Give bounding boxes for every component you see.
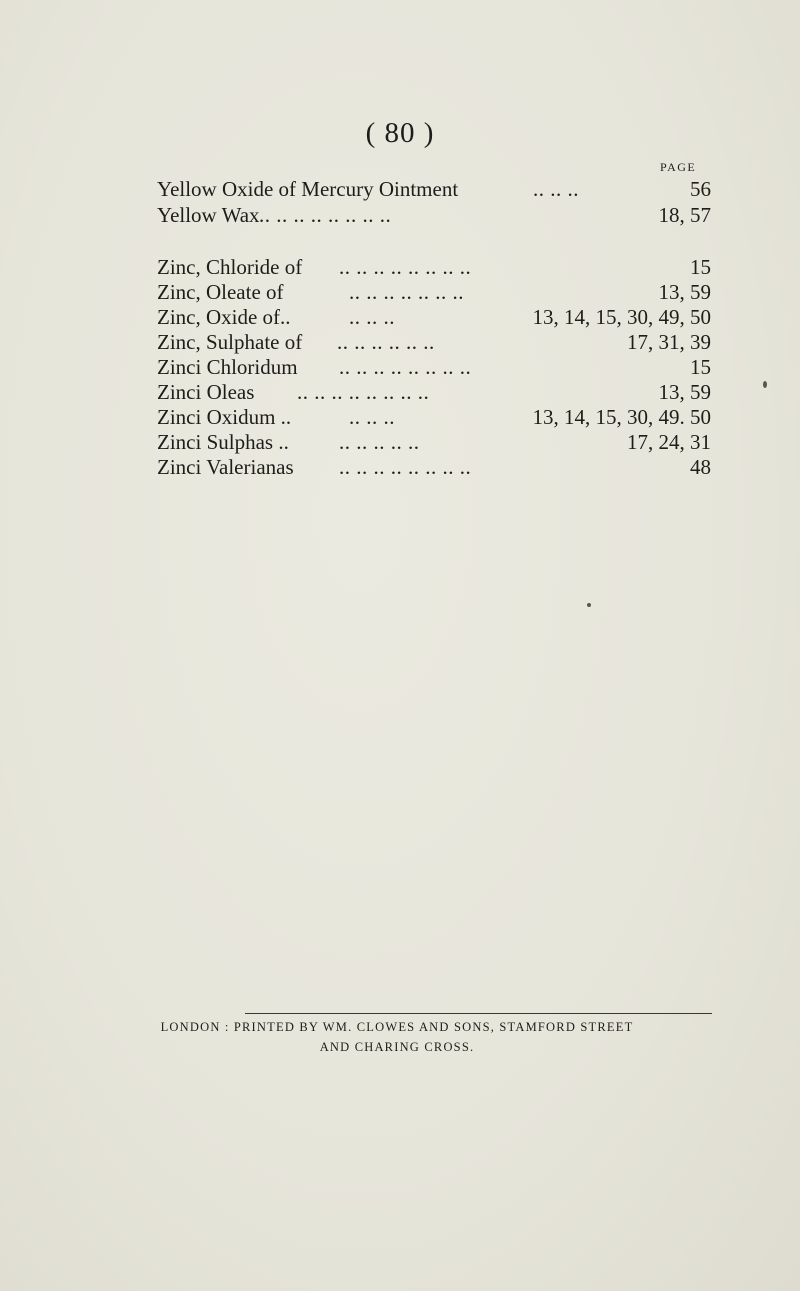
printer-imprint-location: AND CHARING CROSS.	[319, 1040, 475, 1054]
printer-imprint: LONDON : PRINTED BY WM. CLOWES AND SONS, STAMFORD STREET	[160, 1020, 634, 1034]
entry-title: Zinci Oxidum ..	[157, 405, 292, 429]
index-entry	[157, 430, 711, 454]
index-entry	[157, 330, 711, 354]
index-entry	[157, 203, 711, 227]
index-entry	[157, 280, 711, 304]
index-entry	[157, 177, 711, 201]
entry-pages: 17, 24, 31	[627, 430, 711, 454]
entry-title: Yellow Wax	[157, 203, 260, 227]
entry-title: Zinci Chloridum	[157, 355, 298, 379]
entry-title: Zinci Valerianas	[157, 455, 294, 479]
entry-title: Zinci Oleas	[157, 380, 255, 404]
entry-pages: 15	[690, 355, 711, 379]
entry-pages: 15	[690, 255, 711, 279]
index-entry	[157, 305, 711, 329]
entry-leader: .. .. .. .. .. .. .. ..	[297, 380, 430, 404]
entry-pages: 56	[690, 177, 711, 201]
entry-leader: .. .. .. .. .. ..	[337, 330, 435, 354]
entry-leader: .. .. ..	[349, 405, 395, 429]
index-entry	[157, 355, 711, 379]
entry-leader: .. .. ..	[349, 305, 395, 329]
entry-pages: 13, 14, 15, 30, 49. 50	[532, 405, 711, 429]
page-number: ( 80 )	[365, 117, 435, 149]
entry-pages: 17, 31, 39	[627, 330, 711, 354]
index-entry	[157, 255, 711, 279]
ink-speck	[763, 381, 767, 388]
entry-pages: 13, 14, 15, 30, 49, 50	[532, 305, 711, 329]
entry-title: Zinc, Oxide of..	[157, 305, 291, 329]
index-entry	[157, 405, 711, 429]
entry-title: Zinc, Oleate of	[157, 280, 284, 304]
index-entry	[157, 455, 711, 479]
entry-title: Yellow Oxide of Mercury Ointment	[157, 177, 459, 201]
entry-leader: .. .. .. .. ..	[339, 430, 420, 454]
entry-pages: 48	[690, 455, 711, 479]
page-column-header: PAGE	[660, 160, 697, 174]
entry-title: Zinc, Sulphate of	[157, 330, 303, 354]
entry-leader: .. .. .. .. .. .. .. ..	[259, 203, 392, 227]
entry-leader: .. .. .. .. .. .. .. ..	[339, 255, 472, 279]
entry-title: Zinc, Chloride of	[157, 255, 303, 279]
entry-leader: .. .. .. .. .. .. .. ..	[339, 455, 472, 479]
entry-pages: 18, 57	[658, 203, 711, 227]
entry-title: Zinci Sulphas ..	[157, 430, 289, 454]
imprint-rule	[245, 1013, 712, 1014]
entry-leader: .. .. .. .. .. .. .. ..	[339, 355, 472, 379]
entry-pages: 13, 59	[658, 380, 711, 404]
entry-leader: .. .. ..	[533, 177, 579, 201]
entry-leader: .. .. .. .. .. .. ..	[349, 280, 464, 304]
entry-pages: 13, 59	[658, 280, 711, 304]
ink-speck	[587, 603, 591, 607]
index-entry	[157, 380, 711, 404]
